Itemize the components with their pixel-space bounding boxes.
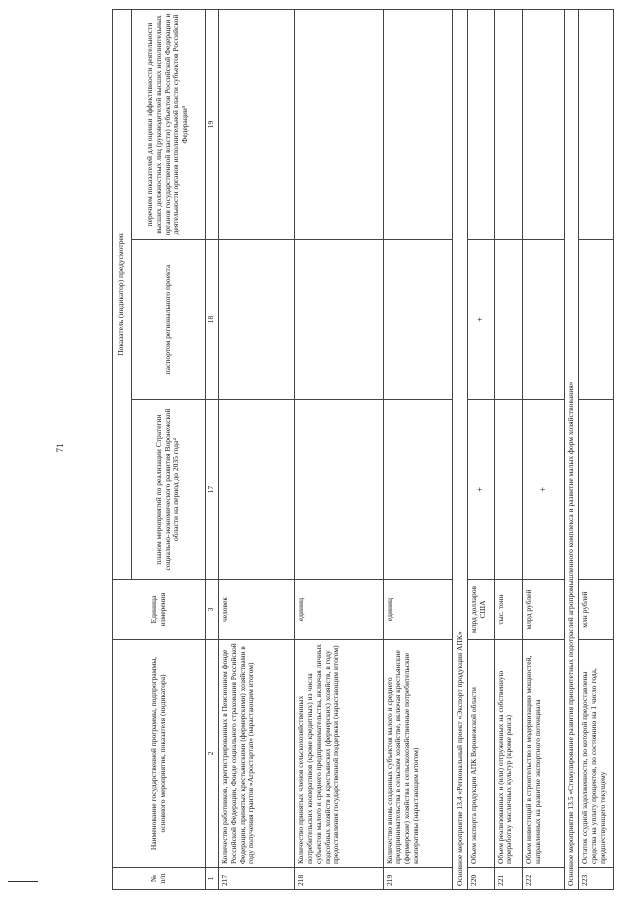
table-row: [467, 9, 494, 889]
row-col18: [383, 240, 453, 400]
col-number: 1: [205, 868, 218, 890]
section-title: Основное мероприятие 13.5 «Стимулирование развития приоритетных подотраслей агропромышленного комплекса и развитие малых форм хозяйствования»: [564, 9, 578, 889]
row-unit: человек: [218, 580, 294, 640]
row-num: 223: [578, 868, 613, 890]
col-number: 19: [205, 9, 218, 239]
table-row: [383, 9, 453, 889]
row-unit: единиц: [295, 580, 383, 640]
table-row: [218, 9, 294, 889]
row-col17: [383, 400, 453, 580]
table-row: [295, 9, 383, 889]
header-unit: Единица измерения: [113, 580, 206, 640]
row-col19: [494, 9, 523, 239]
row-name: Количество принятых членов сельскохозяйственных потребительских кооперативов (кроме кредитных) из числа субъектов малого и среднего предпринимательства, включая личных подсобных хозяйств и крестьянских (фермерских) хозяйств, в году предоставления государственной поддержки (нарастающим итогом): [295, 640, 383, 868]
row-unit: млрд рублей: [523, 580, 564, 640]
section-title: Основное мероприятие 13.4 «Региональный проект «Экспорт продукции АПК»: [453, 9, 467, 889]
header-col19: перечнем показателей для оценки эффективности деятельности высших должностных лиц (руководителей высших исполнительных органов государственной власти) субъектов Российской Федерации и деятельности органов исполнительной власти субъектов Российской Федерации⁵: [131, 9, 205, 239]
row-col18: [523, 240, 564, 400]
row-name: Количество вновь созданных субъектов малого и среднего предпринимательства в сельском хозяйстве, включая крестьянские (фермерские) хозяйства и сельскохозяйственные потребительские кооперативы (нарастающим итогом): [383, 640, 453, 868]
row-name: Объем реализованных и (или) отгруженных на собственную переработку масличных культур (кроме рапса): [494, 640, 523, 868]
header-num: № п/п: [113, 868, 206, 890]
row-col17: [578, 400, 613, 580]
row-col17: +: [523, 400, 564, 580]
row-col19: [295, 9, 383, 239]
indicators-table: [112, 9, 614, 890]
table-row: [494, 9, 523, 889]
row-name: Количество работников, зарегистрированных в Пенсионном фонде Российской Федерации, Фонде социального страхования Российской Федерации, принятых крестьянскими (фермерскими) хозяйствами в году получения грантов «Агростартап» (нарастающим итогом): [218, 640, 294, 868]
row-col18: +: [467, 240, 494, 400]
row-col17: [218, 400, 294, 580]
col-number: 2: [205, 640, 218, 868]
row-col18: [218, 240, 294, 400]
row-num: 221: [494, 868, 523, 890]
header-col17: планом мероприятий по реализации Стратегии социально-экономического развития Воронежской области на период до 2035 года⁴: [131, 400, 205, 580]
row-col17: [494, 400, 523, 580]
row-unit: млн рублей: [578, 580, 613, 640]
page-number: 71: [55, 443, 65, 453]
row-name: Остаток ссудной задолженности, по которой предоставлены средства на уплату процентов, по состоянию на 1 число года, предшествующего текущему: [578, 640, 613, 868]
row-col19: [578, 9, 613, 239]
row-col17: +: [467, 400, 494, 580]
row-col19: [523, 9, 564, 239]
rotated-table-container: [112, 10, 614, 890]
section-row: [564, 9, 578, 889]
col-number: 17: [205, 400, 218, 580]
table-row: [578, 9, 613, 889]
row-col18: [295, 240, 383, 400]
row-col19: [467, 9, 494, 239]
row-name: Объем инвестиций в строительство и модернизацию мощностей, направленных на развитие экспортного потенциала: [523, 640, 564, 868]
table-row: [523, 9, 564, 889]
row-unit: тыс. тонн: [494, 580, 523, 640]
row-unit: единиц: [383, 580, 453, 640]
row-col19: [383, 9, 453, 239]
row-num: 222: [523, 868, 564, 890]
row-col19: [218, 9, 294, 239]
header-col18: паспортом регионального проекта: [131, 240, 205, 400]
row-num: 217: [218, 868, 294, 890]
header-group: Показатель (индикатор) предусмотрен: [113, 9, 132, 579]
row-col18: [494, 240, 523, 400]
header-name: Наименование государственной программы, подпрограммы, основного мероприятия, показателя (индикатора): [113, 640, 206, 868]
footnote-rule: [8, 881, 38, 882]
row-name: Объем экспорта продукции АПК Воронежской области: [467, 640, 494, 868]
row-num: 219: [383, 868, 453, 890]
row-num: 218: [295, 868, 383, 890]
row-col18: [578, 240, 613, 400]
col-number: 3: [205, 580, 218, 640]
col-number: 18: [205, 240, 218, 400]
row-col17: [295, 400, 383, 580]
row-unit: млрд долларов США: [467, 580, 494, 640]
row-num: 220: [467, 868, 494, 890]
section-row: [453, 9, 467, 889]
